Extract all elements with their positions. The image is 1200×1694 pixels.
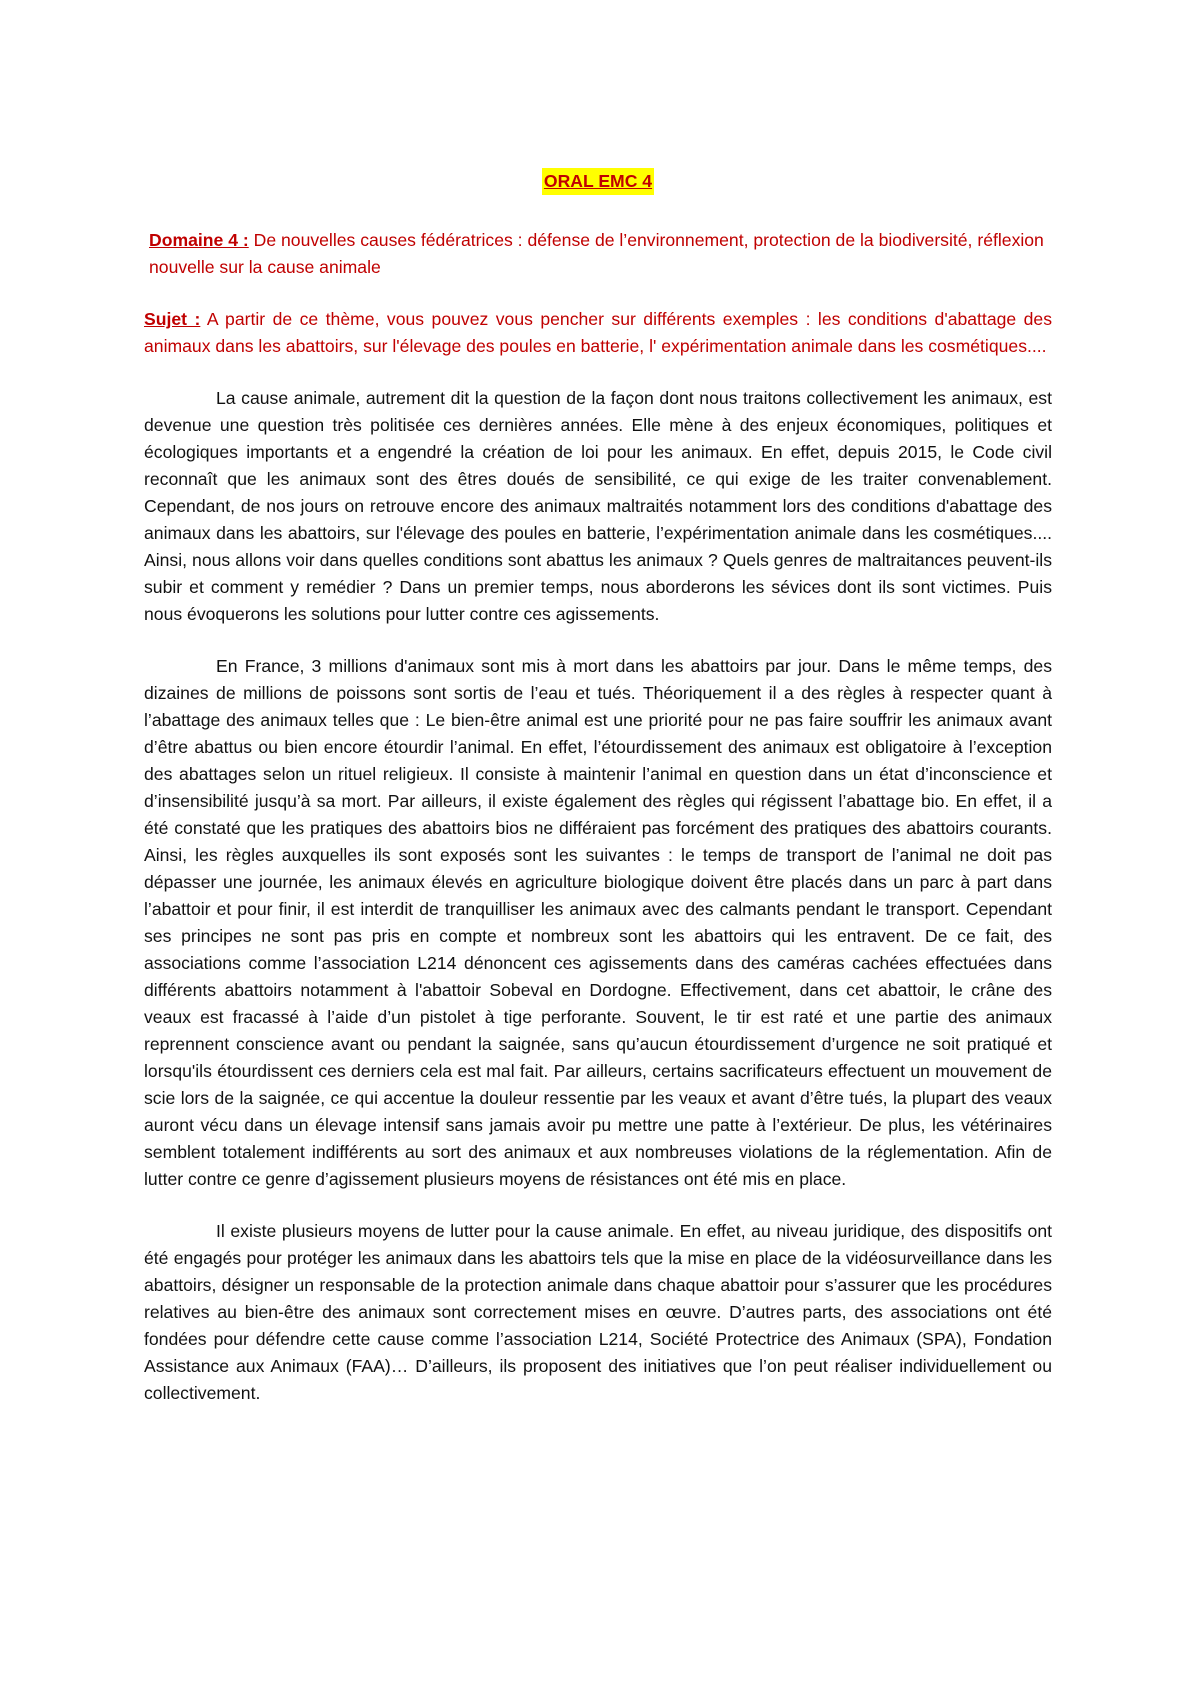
subject-text: A partir de ce thème, vous pouvez vous pencher sur différents exemples : les conditions d'abattage des animaux dans les abattoirs, sur l'élevage des poules en batterie, l' expérimentation animale dans les cosmétiques.... [144,309,1053,356]
document-title: ORAL EMC 4 [542,168,654,195]
introduction-paragraph: La cause animale, autrement dit la question de la façon dont nous traitons collectivement les animaux, est devenue une question très politisée ces dernières années. Elle mène à des enjeux économiques, politiques et écologiques importants et a engendré la création de loi pour les animaux. En effet, depuis 2015, le Code civil reconnaît que les animaux sont des êtres doués de sensibilité, ce qui exige de les traiter convenablement. Cependant, de nos jours on retrouve encore des animaux maltraités notamment lors des conditions d'abattage des animaux dans les abattoirs, sur l'élevage des poules en batterie, l’expérimentation animale dans les cosmétiques.... Ainsi, nous allons voir dans quelles conditions sont abattus les animaux ? Quels genres de maltraitances peuvent-ils subir et comment y remédier ? Dans un premier temps, nous aborderons les sévices dont ils sont victimes. Puis nous évoquerons les solutions pour lutter contre ces agissements. [144,388,1052,624]
title-line [144,168,1052,195]
document-page [144,168,1052,1432]
body-paragraph-solutions: Il existe plusieurs moyens de lutter pour la cause animale. En effet, au niveau juridique, des dispositifs ont été engagés pour protéger les animaux dans les abattoirs tels que la mise en place de la vidéosurveillance dans les abattoirs, désigner un responsable de la protection animale dans chaque abattoir pour s’assurer que les procédures relatives au bien-être des animaux sont correctement mises en œuvre. D’autres parts, des associations ont été fondées pour défendre cette cause comme l’association L214, Société Protectrice des Animaux (SPA), Fondation Assistance aux Animaux (FAA)… D’ailleurs, ils proposent des initiatives que l’on peut réaliser individuellement ou collectivement. [144,1221,1052,1403]
domain-line [144,227,1052,281]
subject-label: Sujet : [144,309,201,329]
body-paragraph-abattage: En France, 3 millions d'animaux sont mis à mort dans les abattoirs par jour. Dans le même temps, des dizaines de millions de poissons sont sortis de l’eau et tués. Théoriquement il a des règles à respecter quant à l’abattage des animaux telles que : Le bien-être animal est une priorité pour ne pas faire souffrir les animaux avant d’être abattus ou bien encore étourdir l’animal. En effet, l’étourdissement des animaux est obligatoire à l’exception des abattages selon un rituel religieux. Il consiste à maintenir l’animal en question dans un état d’inconscience et d’insensibilité jusqu’à sa mort. Par ailleurs, il existe également des règles qui régissent l’abattage bio. En effet, il a été constaté que les pratiques des abattoirs bios ne différaient pas forcément des pratiques des abattoirs courants. Ainsi, les règles auxquelles ils sont exposés sont les suivantes : le temps de transport de l’animal ne doit pas dépasser une journée, les animaux élevés en agriculture biologique doivent être placés dans un parc à part dans l’abattoir et pour finir, il est interdit de tranquilliser les animaux avec des calmants pendant le transport. Cependant ses principes ne sont pas pris en compte et nombreux sont les abattoirs qui les entravent. De ce fait, des associations comme l’association L214 dénoncent ces agissements dans des caméras cachées effectuées dans différents abattoirs notamment à l'abattoir Sobeval en Dordogne. Effectivement, dans cet abattoir, le crâne des veaux est fracassé à l’aide d’un pistolet à tige perforante. Souvent, le tir est raté et une partie des animaux reprennent conscience avant ou pendant la saignée, sans qu’aucun étourdissement d’urgence ne soit pratiqué et lorsqu'ils étourdissent ces derniers cela est mal fait. Par ailleurs, certains sacrificateurs effectuent un mouvement de scie lors de la saignée, ce qui accentue la douleur ressentie par les veaux et avant d’être tués, la plupart des veaux auront vécu dans un élevage intensif sans jamais avoir pu mettre une patte à l’extérieur. De plus, les vétérinaires semblent totalement indifférents au sort des animaux et aux nombreuses violations de la réglementation. Afin de lutter contre ce genre d’agissement plusieurs moyens de résistances ont été mis en place. [144,656,1052,1189]
domain-text: De nouvelles causes fédératrices : défense de l’environnement, protection de la biodiversité, réflexion nouvelle sur la cause animale [149,230,1044,277]
subject-block [144,306,1052,360]
domain-label: Domaine 4 : [149,230,249,250]
